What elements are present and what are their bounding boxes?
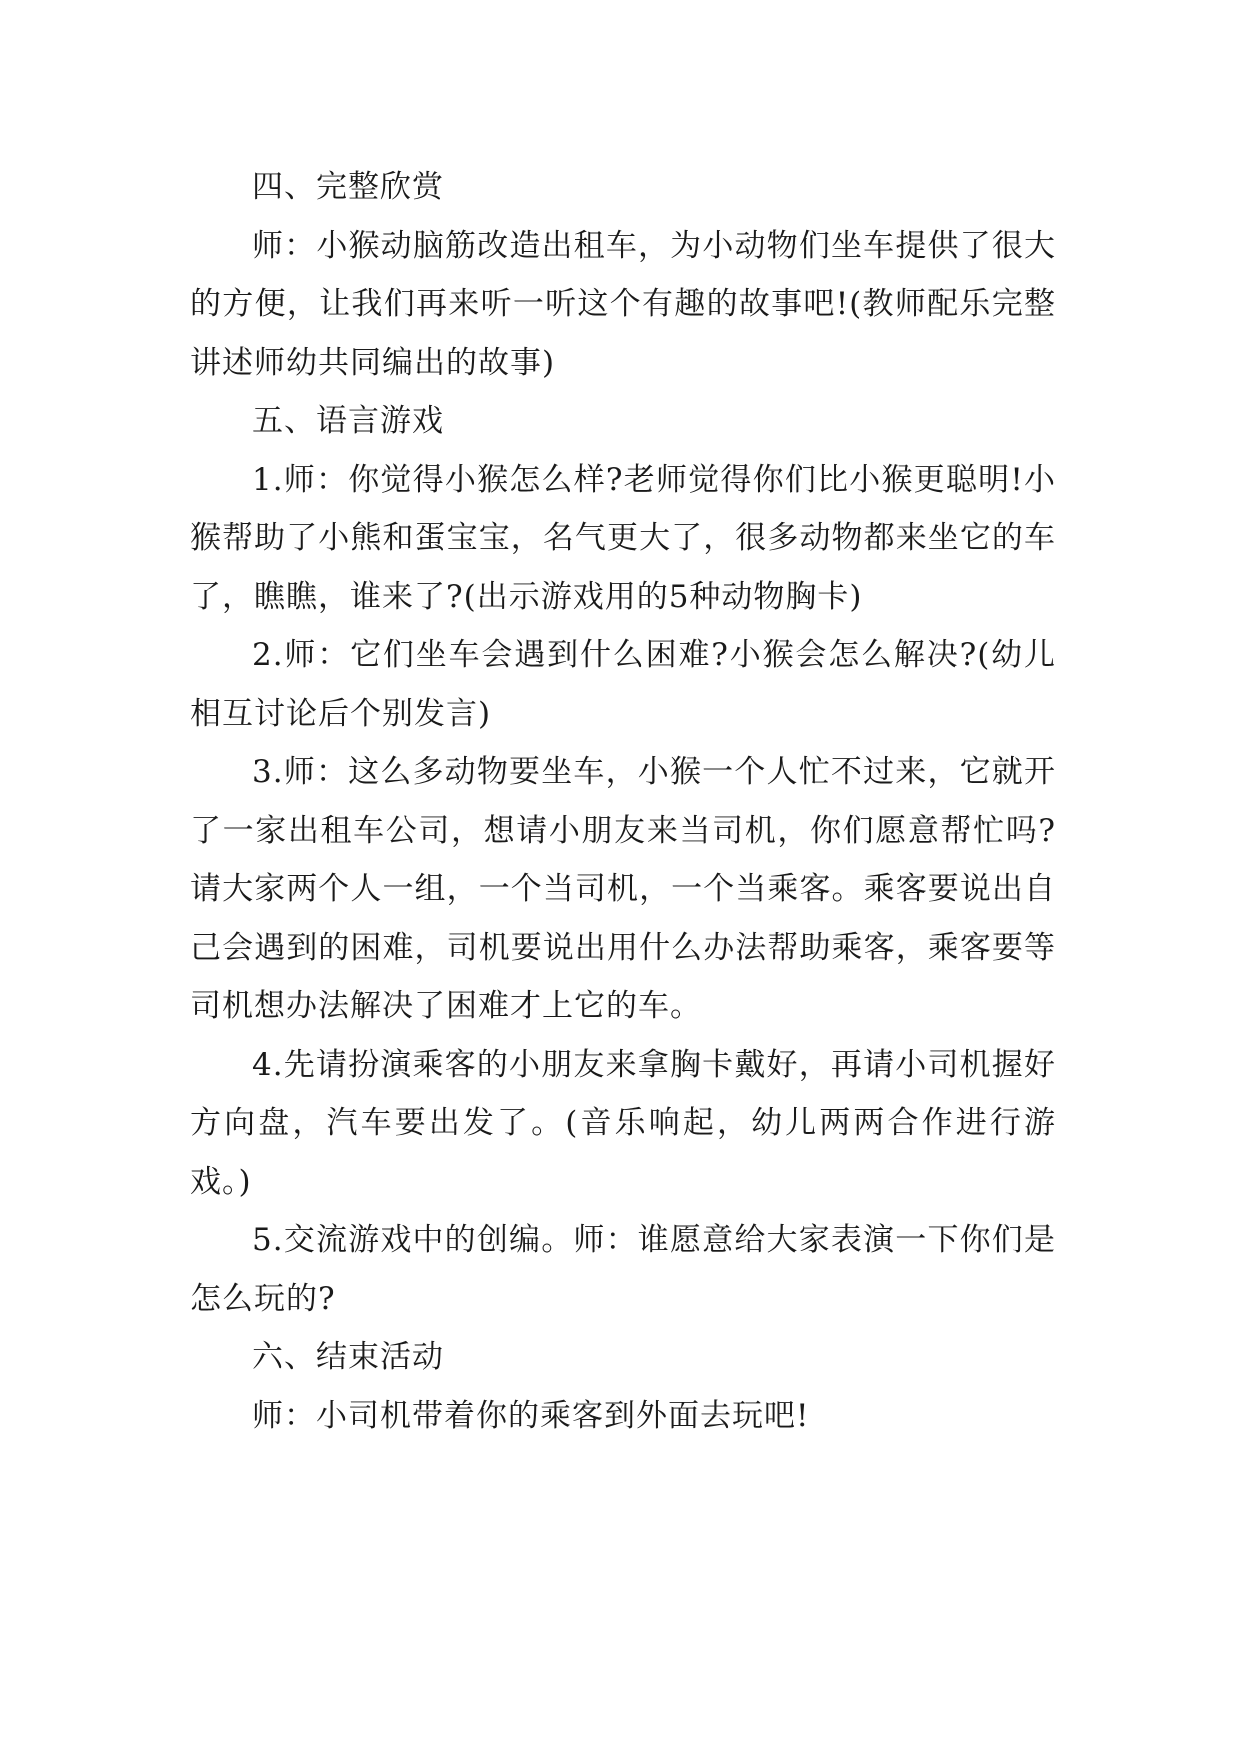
paragraph: 师：小司机带着你的乘客到外面去玩吧! [252,1397,810,1434]
section-heading-language-game: 五、语言游戏 [252,403,444,439]
paragraph: 师：小猴动脑筋改造出租车，为小动物们坐车提供了很大的方便，让我们再来听一听这个有趣的故事吧!(教师配乐完整讲述师幼共同编出的故事) [190,227,1056,381]
paragraph: 5.交流游戏中的创编。师：谁愿意给大家表演一下你们是怎么玩的? [190,1222,1056,1317]
section-heading-end-activity: 六、结束活动 [252,1339,444,1375]
paragraph: 2.师：它们坐车会遇到什么困难?小猴会怎么解决?(幼儿相互讨论后个别发言) [190,637,1056,732]
paragraph: 4.先请扮演乘客的小朋友来拿胸卡戴好，再请小司机握好方向盘，汽车要出发了。(音乐响起，幼儿两两合作进行游戏。) [190,1046,1056,1200]
document-body [190,158,1056,1445]
section-heading-appreciation: 四、完整欣赏 [252,169,444,205]
paragraph: 1.师：你觉得小猴怎么样?老师觉得你们比小猴更聪明!小猴帮助了小熊和蛋宝宝，名气更大了，很多动物都来坐它的车了，瞧瞧，谁来了?(出示游戏用的5种动物胸卡) [190,461,1056,615]
paragraph: 3.师：这么多动物要坐车，小猴一个人忙不过来，它就开了一家出租车公司，想请小朋友来当司机，你们愿意帮忙吗?请大家两个人一组，一个当司机，一个当乘客。乘客要说出自己会遇到的困难，司机要说出用什么办法帮助乘客，乘客要等司机想办法解决了困难才上它的车。 [190,754,1056,1024]
